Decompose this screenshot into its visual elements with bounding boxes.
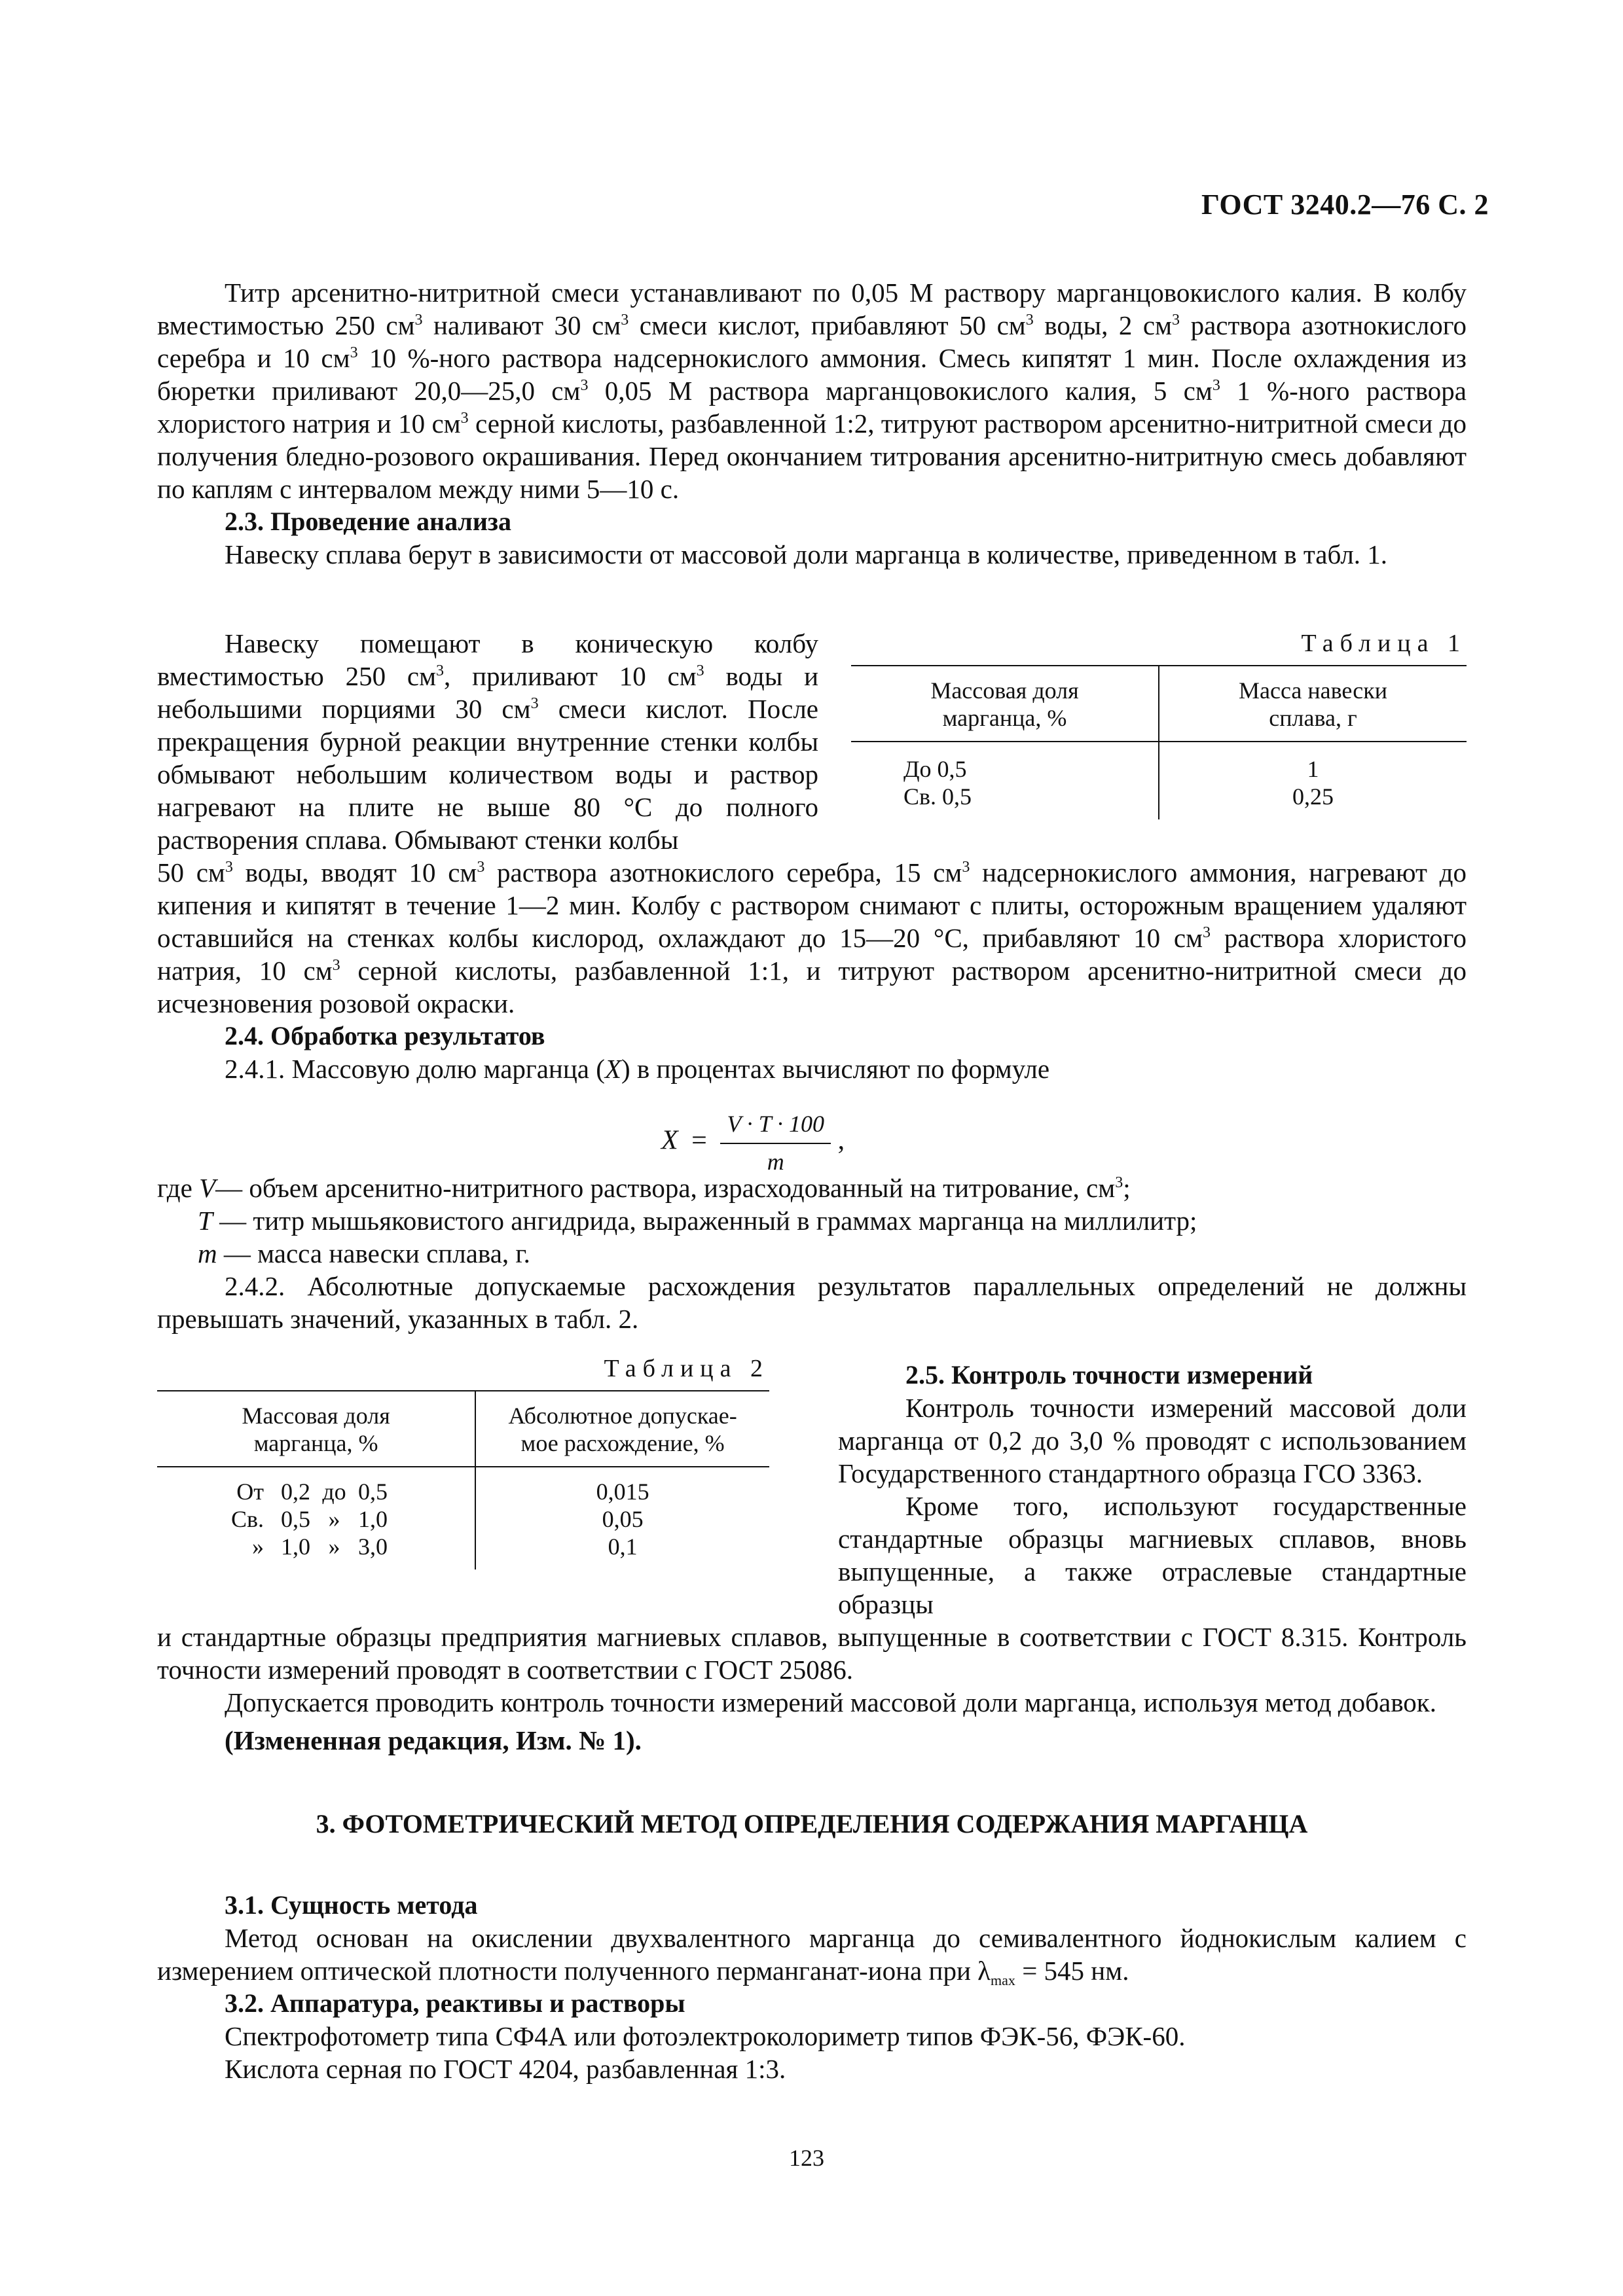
table-1 <box>851 627 1467 819</box>
page-number: 123 <box>789 2145 824 2171</box>
body-block-4 <box>157 1621 1467 1757</box>
table-1-cell: До 0,5 <box>851 742 1159 783</box>
table-2-cell: 0,05 <box>602 1506 644 1532</box>
section-2-5-right-column <box>838 1359 1467 1621</box>
formula-numerator: V · T · 100 <box>720 1107 831 1144</box>
body-block-1 <box>157 276 1467 571</box>
section-2-5-title: 2.5. Контроль точности измерений <box>905 1360 1313 1390</box>
body-block-5 <box>157 1889 1467 2085</box>
section-2-5-continuation: и стандартные образцы предприятия магниевых сплавов, выпущенные в соответствии с ГОСТ 8.315. Контроль точности измерений проводят в соответствии с ГОСТ 25086. <box>157 1622 1467 1685</box>
table-1-cell: Св. 0,5 <box>851 783 1159 819</box>
table-2-caption: Таблица 2 <box>604 1355 769 1382</box>
table-2-range: » 1,0 » 3,0 <box>157 1533 475 1570</box>
where-m: m — масса навески сплава, г. <box>198 1238 530 1268</box>
table-2-header-2: Абсолютное допускае- мое расхождение, % <box>475 1391 769 1467</box>
section-2-4-1: 2.4.1. Массовую долю марганца (X) в процентах вычисляют по формуле <box>225 1054 1050 1084</box>
table-2-cell: 0,015 <box>596 1479 649 1505</box>
table-1-cell: 1 <box>1307 756 1319 782</box>
section-2-5-paragraph-1: Контроль точности измерений массовой доли марганца от 0,2 до 3,0 % проводят с использованием Государственного стандартного образца ГСО 3363. <box>838 1393 1467 1488</box>
section-3-1-title: 3.1. Сущность метода <box>225 1890 478 1920</box>
table-1-caption: Таблица 1 <box>1301 630 1467 657</box>
formula-fraction <box>720 1107 831 1178</box>
section-2-4-title: 2.4. Обработка результатов <box>225 1021 545 1050</box>
body-block-2 <box>157 856 1467 1085</box>
table-2-header-1: Массовая доля марганца, % <box>157 1391 475 1467</box>
formula: X = $\frac{V \cdot T \cdot 100}{m}$ , <box>661 1107 845 1178</box>
formula-denominator: m <box>767 1149 784 1175</box>
section-2-3-left-column: Навеску помещают в коническую колбу вместимостью 250 $см^3$, приливают 10 $см^3$ воды и небольшими порциями 30 $см^3$ смеси кислот. После прекращения бурной реакции внутренние стенки колбы обмывают небольшим количеством воды и раствор нагревают на плите не выше 80 °С до полного растворения сплава. Обмывают стенки колбы <box>157 628 819 855</box>
section-2-3-title: 2.3. Проведение анализа <box>225 507 511 536</box>
formula-lhs: X <box>661 1125 678 1156</box>
section-2-5-paragraph-2: Кроме того, используют государственные стандартные образцы магниевых сплавов, вновь выпущенные, а также отраслевые стандартные образцы <box>838 1491 1467 1619</box>
where-t: T — титр мышьяковистого ангидрида, выраженный в граммах марганца на миллилитр; <box>198 1206 1197 1236</box>
section-3-2-title: 3.2. Аппаратура, реактивы и растворы <box>225 1988 685 2018</box>
page-header: ГОСТ 3240.2—76 С. 2 <box>1201 188 1489 221</box>
formula-eq: = <box>691 1125 707 1156</box>
amendment-note: (Измененная редакция, Изм. № 1). <box>225 1725 642 1755</box>
where-v: где V— объем арсенитно-нитритного раствора, израсходованный на титрование, $см^3$; <box>157 1173 1131 1203</box>
section-2-4-2: 2.4.2. Абсолютные допускаемые расхождения результатов параллельных определений не должны превышать значений, указанных в табл. 2. <box>157 1271 1467 1334</box>
section-3-1-paragraph: Метод основан на окислении двухвалентного марганца до семивалентного йоднокислым калием с измерением оптической плотности полученного перманганат-иона при $\lambda_{max} = 545$ нм. <box>157 1923 1467 1988</box>
table-1-grid <box>851 665 1467 819</box>
table-1-header-2: Масса навески сплава, г <box>1159 666 1467 742</box>
section-3-2-item-1: Спектрофотометр типа СФ4А или фотоэлектроколориметр типов ФЭК-56, ФЭК-60. <box>225 2021 1186 2051</box>
table-1-cell: 0,25 <box>1292 783 1334 810</box>
table-2-cell: 0,1 <box>608 1534 638 1560</box>
table-2 <box>157 1352 769 1570</box>
table-2-range: От 0,2 до 0,5 <box>157 1467 475 1505</box>
section-3-2-item-2: Кислота серная по ГОСТ 4204, разбавленная 1:3. <box>225 2054 786 2084</box>
table-2-range: Св. 0,5 » 1,0 <box>157 1505 475 1533</box>
table-1-header-1: Массовая доля марганца, % <box>851 666 1159 742</box>
section-2-3-continuation: 50 $см^3$ воды, вводят 10 $см^3$ раствора азотнокислого серебра, 15 $см^3$ надсернокислого аммония, нагревают до кипения и кипятят в течение 1—2 мин. Колбу с раствором снимают с плиты, осторожным вращением удаляют оставшийся на стенках колбы кислород, охлаждают до 15—20 °С, прибавляют 10 $см^3$ раствора хлористого натрия, 10 $см^3$ серной кислоты, разбавленной 1:1, и титруют раствором арсенитно-нитритной смеси до исчезновения розовой окраски. <box>157 857 1467 1018</box>
table-2-grid <box>157 1390 769 1570</box>
section-2-3-paragraph: Навеску сплава берут в зависимости от массовой доли марганца в количестве, приведенном в табл. 1. <box>225 539 1388 569</box>
section-3-title: 3. ФОТОМЕТРИЧЕСКИЙ МЕТОД ОПРЕДЕЛЕНИЯ СОДЕРЖАНИЯ МАРГАНЦА <box>316 1809 1308 1839</box>
paragraph-titration: Титр арсенитно-нитритной смеси устанавливают по 0,05 М раствору марганцовокислого калия. В колбу вместимостью 250 $см^3$ наливают 30 $см^3$ смеси кислот, прибавляют 50 $см^3$ воды, 2 $см^3$ раствора азотнокислого серебра и 10 $см^3$ 10 %-ного раствора надсернокислого аммония. Смесь кипятят 1 мин. После охлаждения из бюретки приливают 20,0—25,0 $см^3$ 0,05 М раствора марганцовокислого калия, 5 $см^3$ 1 %-ного раствора хлористого натрия и 10 $см^3$ серной кислоты, разбавленной 1:2, титруют раствором арсенитно-нитритной смеси до получения бледно-розового окрашивания. Перед окончанием титрования арсенитно-нитритную смесь добавляют по каплям с интервалом между ними 5—10 с. <box>157 278 1467 504</box>
section-2-5-paragraph-3: Допускается проводить контроль точности измерений массовой доли марганца, используя метод добавок. <box>225 1687 1436 1717</box>
body-block-3 <box>157 1172 1467 1335</box>
